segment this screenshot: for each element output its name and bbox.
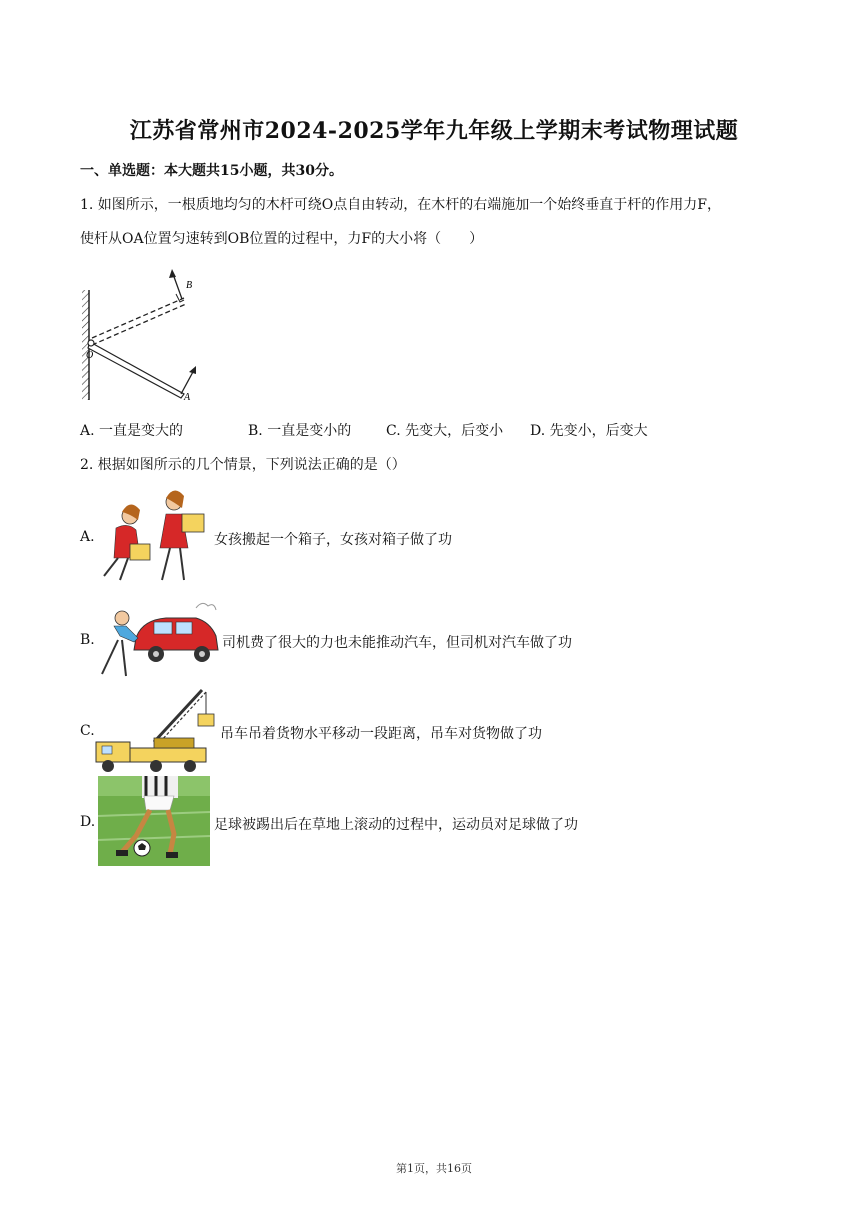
q2-option-d-text: 足球被踢出后在草地上滚动的过程中，运动员对足球做了功 [214,817,578,833]
force-arrow-a [181,370,194,394]
page-footer: 第1页，共16页 [396,1162,472,1175]
driver-pushing-car-image [96,598,222,680]
pivot-o [88,340,94,346]
label-a: A [184,392,191,402]
q1-option-c: C. 先变大，后变小 [386,423,504,439]
q2-option-a-letter: A. [80,529,95,545]
q2-option-a-text: 女孩搬起一个箱子，女孩对箱子做了功 [214,532,452,548]
force-arrow-b [173,274,182,299]
girl-lifting-box-image [96,488,212,586]
label-o: O [86,350,94,361]
q2-option-c-letter: C. [80,723,95,739]
q1-stem-line1: 1. 如图所示，一根质地均匀的木杆可绕O点自由转动，在木杆的右端施加一个始终垂直于杆的作用力F， [80,197,721,213]
rod-ob [92,298,184,338]
wall [82,290,89,400]
q2-option-b-text: 司机费了很大的力也未能推动汽车，但司机对汽车做了功 [222,635,572,651]
q2-option-d-letter: D. [80,814,96,830]
q1-stem-line2: 使杆从OA位置匀速转到OB位置的过程中，力F的大小将（ ） [80,231,484,247]
q2-option-b-letter: B. [80,632,95,648]
q2-option-c-text: 吊车吊着货物水平移动一段距离，吊车对货物做了功 [220,726,542,742]
label-b: B [186,280,193,291]
rod-oa [88,342,184,398]
q1-options [80,420,680,440]
soccer-kick-image [98,776,210,866]
q1-option-b: B. 一直是变小的 [248,423,352,439]
q2-stem: 2. 根据如图所示的几个情景，下列说法正确的是（） [80,457,406,473]
q1-option-a: A. 一直是变大的 [80,423,184,439]
page-title: 江苏省常州市2024-2025学年九年级上学期末考试物理试题 [129,118,739,144]
q1-option-d: D. 先变小，后变大 [530,423,648,439]
lever-diagram [80,266,210,402]
section-heading: 一、单选题：本大题共15小题，共30分。 [80,163,343,179]
crane-truck-image [94,686,220,776]
